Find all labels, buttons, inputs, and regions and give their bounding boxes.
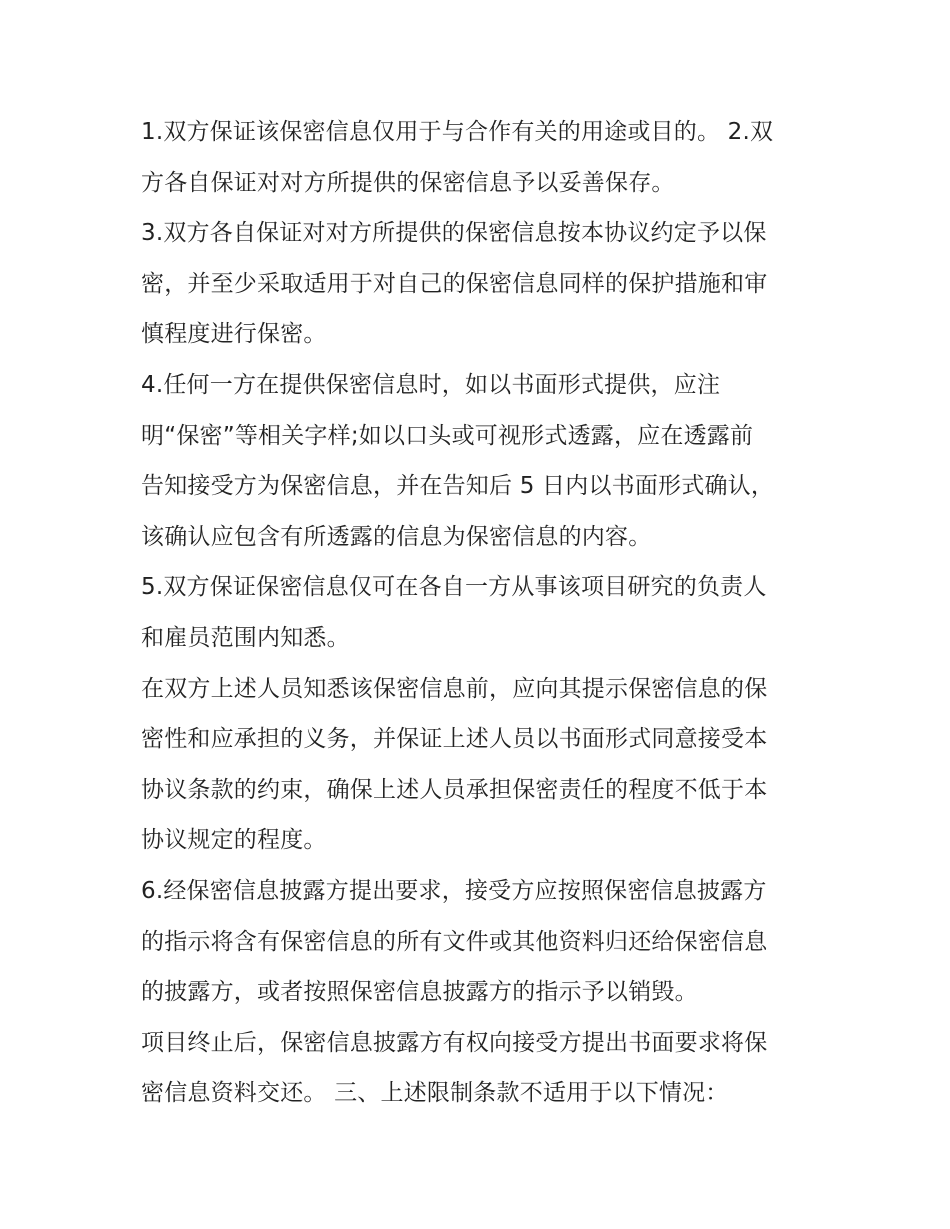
paragraph-1 [141,107,813,208]
text-line: 密信息资料交还。 三、上述限制条款不适用于以下情况： [141,1080,729,1107]
text-line: 慎程度进行保密。 [141,321,327,348]
text-line: 和雇员范围内知悉。 [141,624,350,651]
text-line: 该确认应包含有所透露的信息为保密信息的内容。 [141,523,652,550]
text-line: 4.任何一方在提供保密信息时，如以书面形式提供，应注 [141,371,721,398]
text-line: 6.经保密信息披露方提出要求，接受方应按照保密信息披露方 [141,877,767,904]
text-line: 的披露方，或者按照保密信息披露方的指示予以销毁。 [141,979,698,1006]
text-line: 5.双方保证保密信息仅可在各自一方从事该项目研究的负责人 [141,574,767,601]
text-line: 的指示将含有保密信息的所有文件或其他资料归还给保密信息 [141,928,768,955]
text-line: 协议规定的程度。 [141,827,327,854]
text-line: 密，并至少采取适用于对自己的保密信息同样的保护措施和审 [141,270,768,297]
text-line: 方各自保证对对方所提供的保密信息予以妥善保存。 [141,169,675,196]
document-body [141,107,813,1119]
text-line: 协议条款的约束，确保上述人员承担保密责任的程度不低于本 [141,776,768,803]
text-line: 项目终止后，保密信息披露方有权向接受方提出书面要求将保 [141,1029,768,1056]
paragraph-6 [141,866,813,1018]
paragraph-2 [141,208,813,360]
paragraph-4 [141,562,813,663]
paragraph-7 [141,1018,813,1119]
paragraph-3 [141,360,813,562]
text-line: 明“保密”等相关字样;如以口头或可视形式透露，应在透露前 [141,422,754,449]
text-line: 密性和应承担的义务，并保证上述人员以书面形式同意接受本 [141,726,768,753]
text-line: 告知接受方为保密信息，并在告知后 5 日内以书面形式确认， [141,473,775,500]
paragraph-5 [141,664,813,866]
text-line: 3.双方各自保证对对方所提供的保密信息按本协议约定予以保 [141,220,767,247]
text-line: 在双方上述人员知悉该保密信息前，应向其提示保密信息的保 [141,675,768,702]
text-line: 1.双方保证该保密信息仅用于与合作有关的用途或目的。 2.双 [141,119,774,145]
